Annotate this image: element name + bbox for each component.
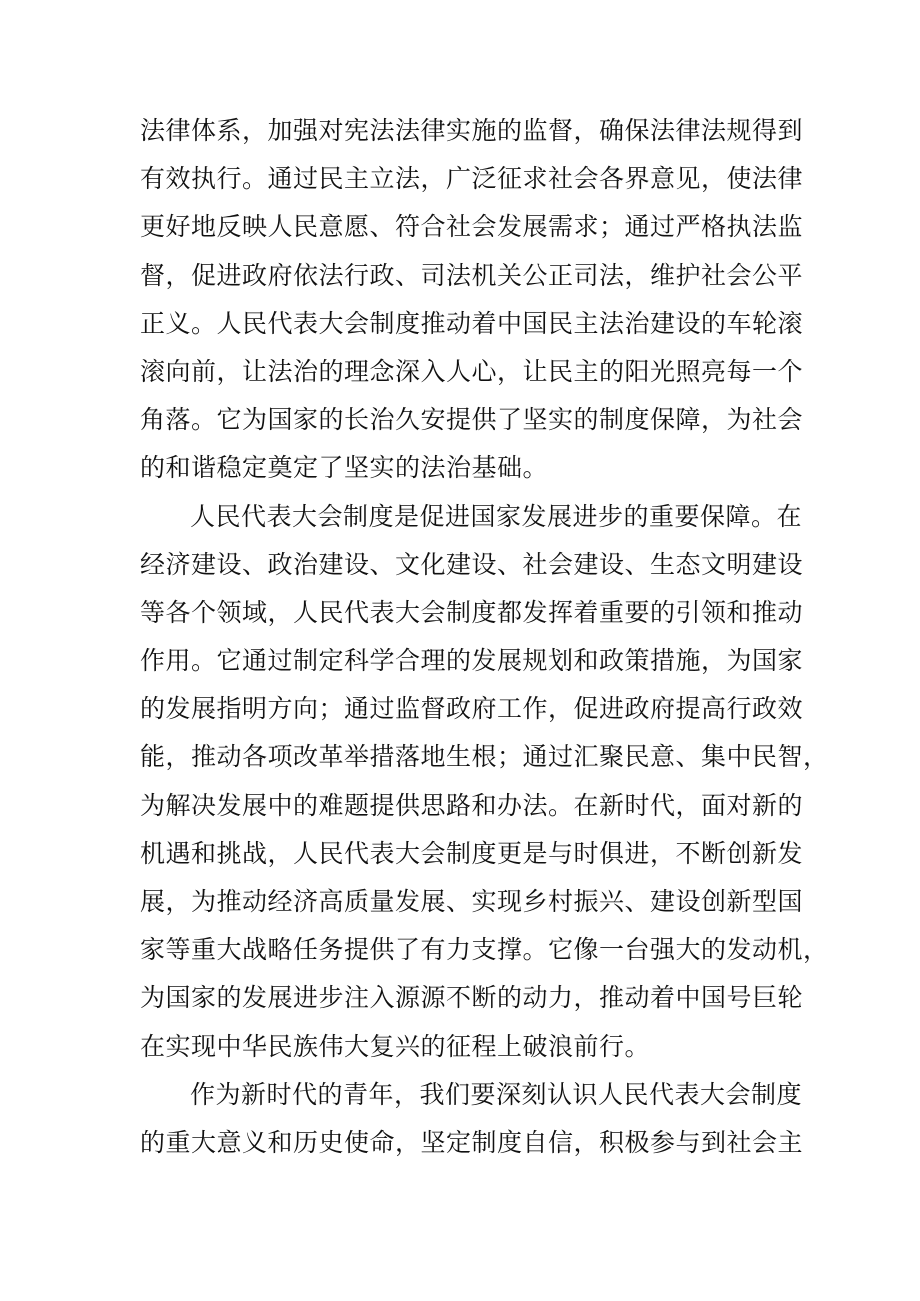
paragraph-line: 作用。它通过制定科学合理的发展规划和政策措施，为国家 — [140, 646, 804, 676]
paragraph-line: 的和谐稳定奠定了坚实的法治基础。 — [140, 453, 549, 483]
paragraph-line: 督，促进政府依法行政、司法机关公正司法，维护社会公平 — [140, 260, 804, 290]
paragraph-2 — [140, 493, 829, 1071]
paragraph-line: 家等重大战略任务提供了有力支撑。它像一台强大的发动机， — [140, 935, 829, 965]
paragraph-line: 的发展指明方向；通过监督政府工作，促进政府提高行政效 — [140, 694, 804, 724]
paragraph-line: 展，为推动经济高质量发展、实现乡村振兴、建设创新型国 — [140, 887, 804, 916]
paragraph-line: 的重大意义和历史使命，坚定制度自信，积极参与到社会主 — [140, 1127, 804, 1157]
paragraph-1 — [140, 107, 804, 493]
paragraph-line: 机遇和挑战，人民代表大会制度更是与时俱进，不断创新发 — [140, 838, 804, 868]
paragraph-line: 经济建设、政治建设、文化建设、社会建设、生态文明建设 — [140, 549, 804, 579]
paragraph-line: 人民代表大会制度是促进国家发展进步的重要保障。在 — [190, 501, 803, 531]
paragraph-line: 在实现中华民族伟大复兴的征程上破浪前行。 — [140, 1031, 651, 1061]
paragraph-line: 滚向前，让法治的理念深入人心，让民主的阳光照亮每一个 — [140, 356, 804, 386]
document-body — [140, 107, 829, 1167]
paragraph-line: 作为新时代的青年，我们要深刻认识人民代表大会制度 — [190, 1079, 803, 1109]
paragraph-line: 等各个领域，人民代表大会制度都发挥着重要的引领和推动 — [140, 597, 804, 627]
paragraph-line: 角落。它为国家的长治久安提供了坚实的制度保障，为社会 — [140, 405, 804, 435]
paragraph-line: 有效执行。通过民主立法，广泛征求社会各界意见，使法律 — [140, 164, 804, 194]
paragraph-3 — [140, 1071, 804, 1167]
paragraph-line: 更好地反映人民意愿、符合社会发展需求；通过严格执法监 — [140, 212, 804, 242]
paragraph-line: 能，推动各项改革举措落地生根；通过汇聚民意、集中民智， — [140, 742, 829, 772]
paragraph-line: 正义。人民代表大会制度推动着中国民主法治建设的车轮滚 — [140, 308, 804, 338]
paragraph-line: 为解决发展中的难题提供思路和办法。在新时代，面对新的 — [140, 790, 804, 820]
paragraph-line: 法律体系，加强对宪法法律实施的监督，确保法律法规得到 — [140, 116, 804, 145]
paragraph-line: 为国家的发展进步注入源源不断的动力，推动着中国号巨轮 — [140, 983, 804, 1013]
